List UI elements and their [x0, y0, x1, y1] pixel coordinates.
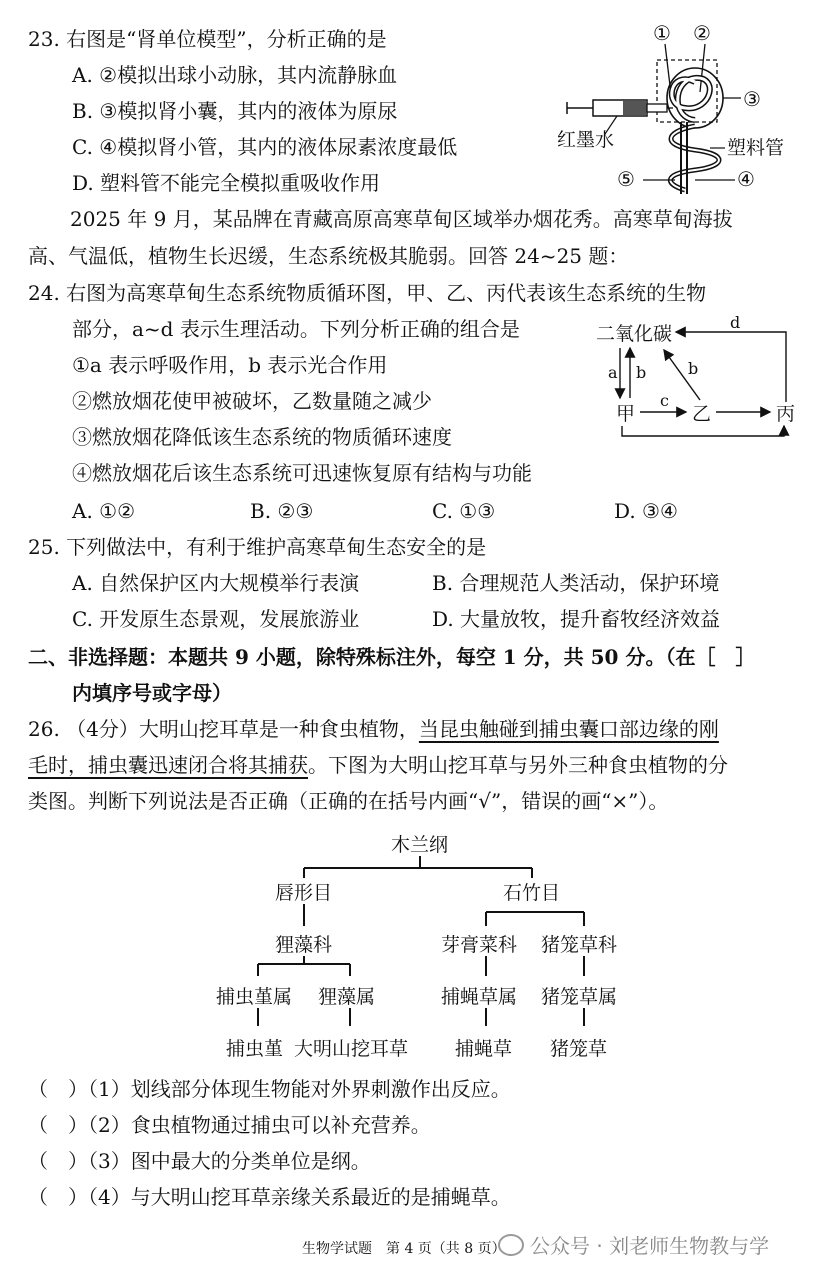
tree-order-1: 唇形目	[275, 882, 333, 904]
q26-judgment-1: （ ）（1）划线部分体现生物能对外界刺激作出反应。	[28, 1077, 511, 1101]
passage-line-2: 高、气温低，植物生长迟缓，生态系统极其脆弱。回答 24~25 题：	[28, 244, 629, 268]
q26-judgment-2: （ ）（2）食虫植物通过捕虫可以补充营养。	[28, 1113, 431, 1137]
watermark-text: 公众号 · 刘老师生物教与学	[530, 1234, 770, 1258]
q25-option-a: A. 自然保护区内大规模举行表演	[72, 571, 360, 595]
tree-species-2: 大明山挖耳草	[294, 1038, 409, 1060]
a-label: a	[608, 363, 618, 382]
q25-option-d: D. 大量放牧，提升畜牧经济效益	[432, 607, 721, 631]
yi-label: 乙	[692, 403, 712, 425]
tree-family-1: 狸藻科	[275, 934, 333, 956]
section2-heading-2: 内填序号或字母）	[72, 681, 232, 705]
q24-stem-2: 部分，a~d 表示生理活动。下列分析正确的组合是	[72, 317, 520, 341]
q23-option-d: D. 塑料管不能完全模拟重吸收作用	[72, 171, 381, 195]
tree-genus-2: 狸藻属	[318, 986, 376, 1008]
q24-stem-1: 24. 右图为高寒草甸生态系统物质循环图，甲、乙、丙代表该生态系统的生物	[28, 281, 707, 305]
red-ink-label: 红墨水	[557, 129, 615, 151]
q25-option-b: B. 合理规范人类活动，保护环境	[432, 571, 720, 595]
q26-underlined-2: 毛时，捕虫囊迅速闭合将其捕获	[28, 753, 308, 777]
q23-stem: 23. 右图是“肾单位模型”，分析正确的是	[28, 27, 387, 51]
tree-genus-1: 捕虫堇属	[216, 986, 293, 1008]
q24-option-a: A. ①②	[72, 499, 136, 523]
label-3: ③	[743, 87, 761, 111]
q24-option-d: D. ③④	[614, 499, 678, 523]
label-5: ⑤	[617, 167, 635, 191]
q26-line-2	[28, 752, 728, 778]
passage-line-1: 2025 年 9 月，某品牌在青藏高原高寒草甸区域举办烟花秀。高寒草甸海拔	[70, 207, 733, 231]
carbon-cycle-figure	[588, 308, 808, 438]
tree-species-4: 猪笼草	[550, 1038, 608, 1060]
co2-label: 二氧化碳	[596, 323, 673, 345]
tree-family-3: 猪笼草科	[541, 934, 618, 956]
q25-option-c: C. 开发原生态景观，发展旅游业	[72, 607, 360, 631]
label-4: ④	[737, 167, 755, 191]
c-label: c	[660, 391, 669, 410]
label-2: ②	[693, 21, 711, 45]
tree-root: 木兰纲	[391, 834, 449, 856]
q25-stem: 25. 下列做法中，有利于维护高寒草甸生态安全的是	[28, 535, 487, 559]
q23-option-c: C. ④模拟肾小管，其内的液体尿素浓度最低	[72, 135, 458, 159]
q23-option-b: B. ③模拟肾小囊，其内的液体为原尿	[72, 99, 398, 123]
q26-judgment-3: （ ）（3）图中最大的分类单位是纲。	[28, 1149, 371, 1173]
b-label-2: b	[688, 359, 699, 378]
q24-option-b: B. ②③	[250, 499, 314, 523]
tree-genus-4: 猪笼草属	[541, 986, 618, 1008]
q24-item-3: ③燃放烟花降低该生态系统的物质循环速度	[72, 425, 452, 449]
q24-item-4: ④燃放烟花后该生态系统可迅速恢复原有结构与功能	[72, 461, 532, 485]
footer-page-info: 生物学试题 第 4 页（共 8 页）	[302, 1241, 506, 1257]
plastic-tube-label: 塑料管	[727, 137, 785, 159]
q26-line-3: 类图。判断下列说法是否正确（正确的在括号内画“√”，错误的画“×”）。	[28, 789, 669, 813]
q24-item-2: ②燃放烟花使甲被破坏，乙数量随之减少	[72, 389, 432, 413]
q26-judgment-4: （ ）（4）与大明山挖耳草亲缘关系最近的是捕蝇草。	[28, 1185, 511, 1209]
jia-label: 甲	[616, 403, 636, 425]
tree-family-2: 芽膏菜科	[441, 934, 518, 956]
tree-order-2: 石竹目	[503, 882, 561, 904]
q26-lead: 26. （4分）大明山挖耳草是一种食虫植物，	[28, 717, 419, 741]
wechat-icon	[498, 1234, 524, 1256]
tree-species-3: 捕蝇草	[455, 1038, 513, 1060]
watermark	[498, 1230, 769, 1259]
tree-species-1: 捕虫堇	[226, 1038, 284, 1060]
q24-option-c: C. ①③	[432, 499, 496, 523]
label-1: ①	[653, 21, 671, 45]
d-label: d	[730, 313, 741, 332]
q23-option-a: A. ②模拟出球小动脉，其内流静脉血	[72, 63, 398, 87]
nephron-model-figure	[545, 14, 795, 200]
q26-line-1	[28, 716, 719, 742]
q26-rest-2: 。下图为大明山挖耳草与另外三种食虫植物的分	[308, 753, 728, 777]
tree-genus-3: 捕蝇草属	[441, 986, 518, 1008]
b-label-1: b	[636, 363, 647, 382]
bing-label: 丙	[776, 403, 796, 425]
section2-heading-1: 二、非选择题：本题共 9 小题，除特殊标注外，每空 1 分，共 50 分。（在［ ］	[28, 645, 756, 669]
q24-item-1: ①a 表示呼吸作用，b 表示光合作用	[72, 353, 388, 377]
q26-underlined-1: 当昆虫触碰到捕虫囊口部边缘的刚	[418, 717, 719, 741]
